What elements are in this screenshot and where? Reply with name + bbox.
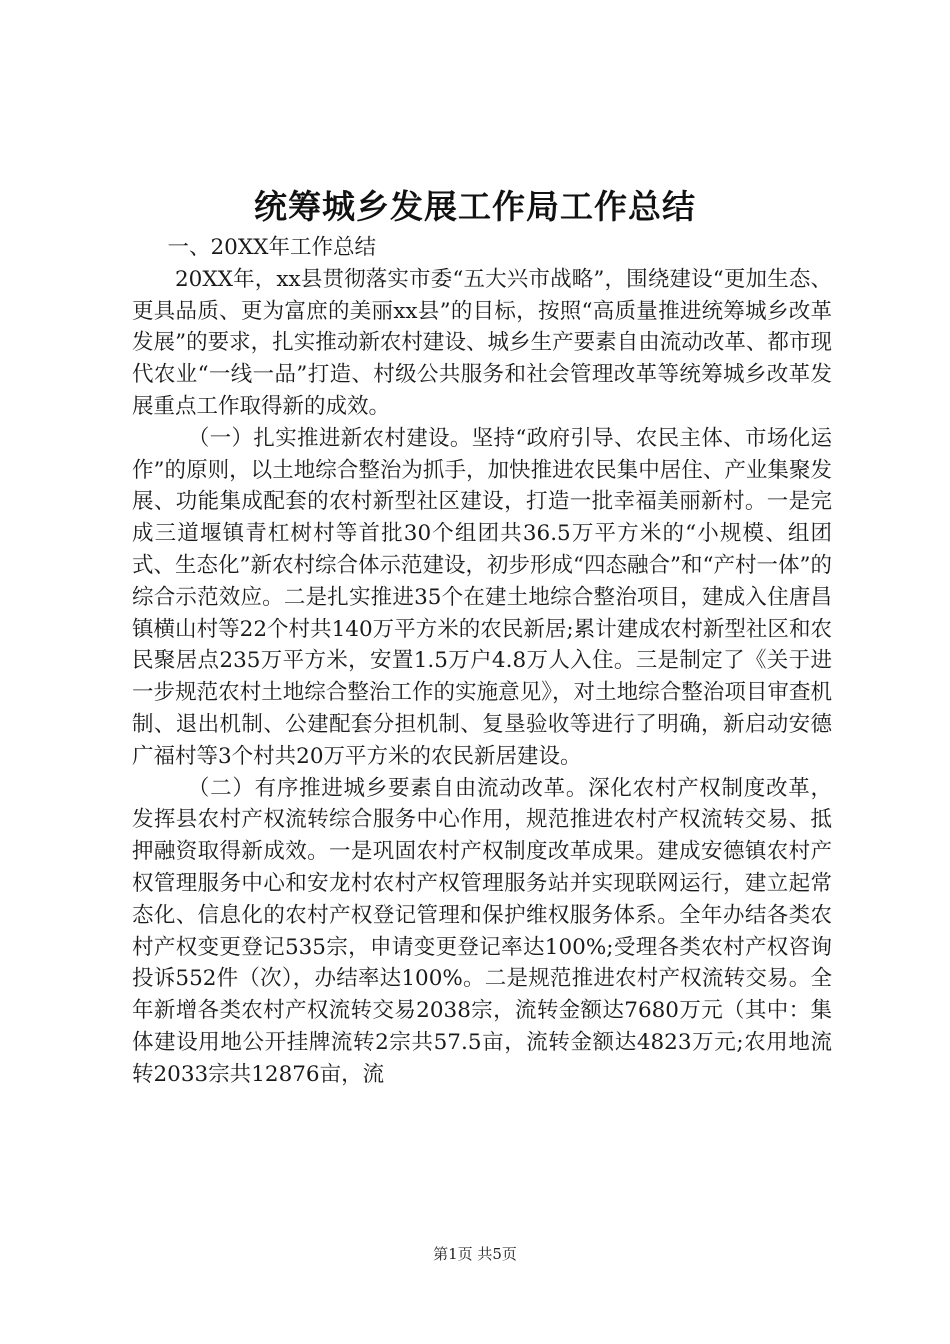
document-body [132, 232, 832, 1091]
subsection-paragraph-2: （二）有序推进城乡要素自由流动改革。深化农村产权制度改革，发挥县农村产权流转综合服务中心作用，规范推进农村产权流转交易、抵押融资取得新成效。一是巩固农村产权制度改革成果。建成安德镇农村产权管理服务中心和安龙村农村产权管理服务站并实现联网运行，建立起常态化、信息化的农村产权登记管理和保护维权服务体系。全年办结各类农村产权变更登记535宗，申请变更登记率达100%;受理各类农村产权咨询投诉552件（次），办结率达100%。二是规范推进农村产权流转交易。全年新增各类农村产权流转交易2038宗，流转金额达7680万元（其中：集体建设用地公开挂牌流转2宗共57.5亩，流转金额达4823万元;农用地流转2033宗共12876亩，流 [132, 775, 832, 1087]
section-heading: 一、20XX年工作总结 [167, 235, 376, 260]
intro-paragraph: 20XX年，xx县贯彻落实市委“五大兴市战略”，围绕建设“更加生态、更具品质、更为富庶的美丽xx县”的目标，按照“高质量推进统筹城乡改革发展”的要求，扎实推动新农村建设、城乡生产要素自由流动改革、都市现代农业“一线一品”打造、村级公共服务和社会管理改革等统筹城乡改革发展重点工作取得新的成效。 [132, 266, 832, 419]
page-footer: 第1页 共5页 [433, 1245, 517, 1263]
document-title: 统筹城乡发展工作局工作总结 [254, 187, 696, 226]
subsection-paragraph-1: （一）扎实推进新农村建设。坚持“政府引导、农民主体、市场化运作”的原则，以土地综合整治为抓手，加快推进农民集中居住、产业集聚发展、功能集成配套的农村新型社区建设，打造一批幸福美丽新村。一是完成三道堰镇青杠树村等首批30个组团共36.5万平方米的“小规模、组团式、生态化”新农村综合体示范建设，初步形成“四态融合”和“产村一体”的综合示范效应。二是扎实推进35个在建土地综合整治项目，建成入住唐昌镇横山村等22个村共140万平方米的农民新居;累计建成农村新型社区和农民聚居点235万平方米，安置1.5万户4.8万人入住。三是制定了《关于进一步规范农村土地综合整治工作的实施意见》，对土地综合整治项目审查机制、退出机制、公建配套分担机制、复垦验收等进行了明确，新启动安德广福村等3个村共20万平方米的农民新居建设。 [132, 425, 832, 769]
